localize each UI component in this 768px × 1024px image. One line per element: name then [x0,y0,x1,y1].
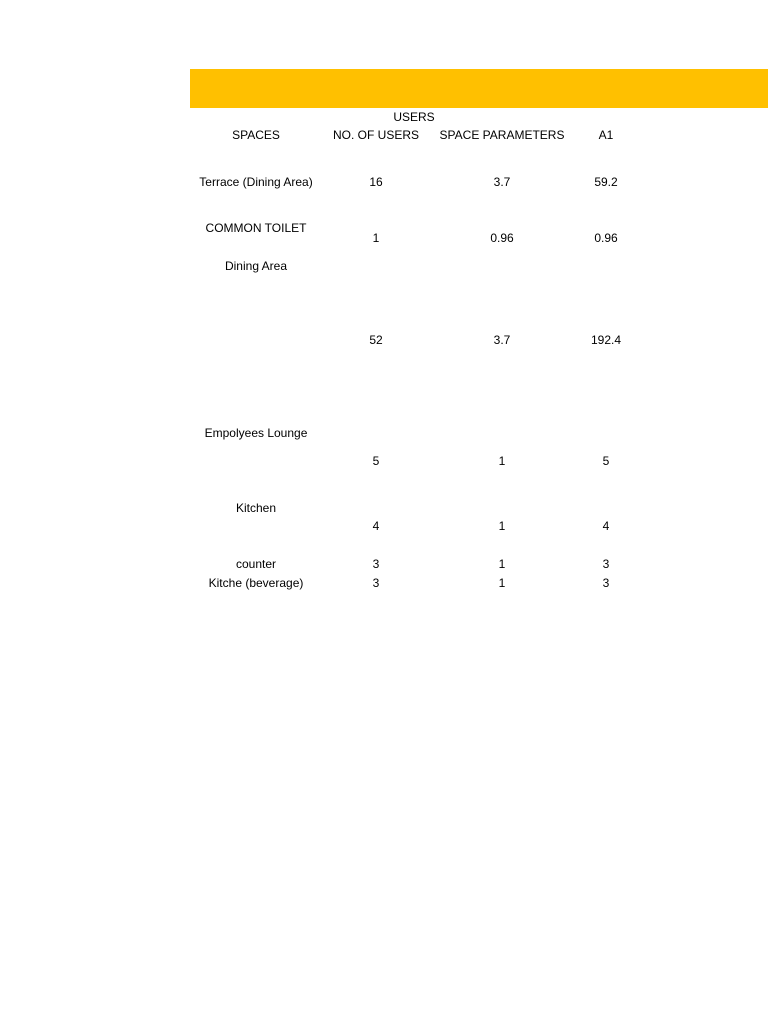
table-cell-parameter: 1 [498,576,506,590]
table-cell-users: 3 [372,557,380,571]
table-cell-users: 52 [369,333,383,347]
table-cell-space: Kitche (beverage) [208,576,304,590]
table-cell-a1: 5 [602,454,610,468]
table-cell-parameter: 1 [498,454,506,468]
table-cell-parameter: 1 [498,519,506,533]
users-group-header: USERS [393,110,435,124]
header-banner [190,69,768,108]
table-cell-parameter: 1 [498,557,506,571]
table-cell-a1: 59.2 [594,175,618,189]
table-cell-parameter: 0.96 [490,231,514,245]
table-cell-a1: 3 [602,576,610,590]
table-cell-a1: 192.4 [590,333,622,347]
table-cell-parameter: 3.7 [493,175,511,189]
table-cell-space: Empolyees Lounge [204,426,308,440]
spaces-column-header: SPACES [232,128,280,142]
table-cell-parameter: 3.7 [493,333,511,347]
table-cell-space: Terrace (Dining Area) [199,175,313,189]
table-cell-space: Kitchen [235,501,277,515]
table-cell-users: 1 [372,231,380,245]
table-cell-users: 3 [372,576,380,590]
table-cell-space: Dining Area [224,259,288,273]
table-cell-users: 16 [369,175,383,189]
a1-column-header: A1 [598,128,614,142]
table-cell-users: 5 [372,454,380,468]
table-cell-users: 4 [372,519,380,533]
space-parameters-column-header: SPACE PARAMETERS [439,128,565,142]
table-cell-a1: 4 [602,519,610,533]
table-cell-a1: 0.96 [594,231,618,245]
table-cell-space: counter [235,557,277,571]
no-of-users-column-header: NO. OF USERS [332,128,420,142]
table-cell-a1: 3 [602,557,610,571]
table-cell-space: COMMON TOILET [205,221,307,235]
